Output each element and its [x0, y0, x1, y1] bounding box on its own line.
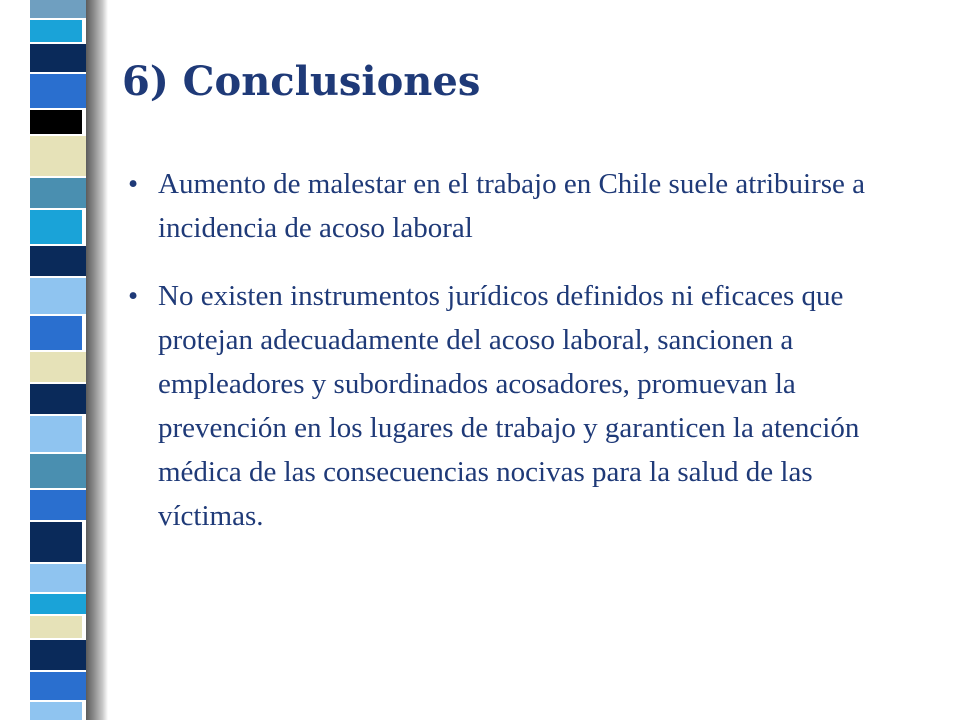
- bullet-marker: •: [128, 168, 139, 200]
- stripe-block: [30, 0, 86, 18]
- decorative-stripe: [0, 0, 110, 720]
- bullet-list: [122, 162, 922, 538]
- stripe-block: [30, 178, 86, 208]
- stripe-block: [30, 210, 82, 244]
- stripe-block: [30, 490, 86, 520]
- stripe-block: [30, 454, 86, 488]
- stripe-block: [30, 278, 86, 314]
- slide-title: 6) Conclusiones: [122, 58, 481, 105]
- stripe-block: [30, 384, 86, 414]
- bullet-item: [122, 162, 922, 250]
- stripe-block: [30, 564, 86, 592]
- stripe-block: [30, 594, 86, 614]
- stripe-blocks: [30, 0, 86, 720]
- stripe-block: [30, 416, 82, 452]
- stripe-block: [30, 352, 86, 382]
- stripe-block: [30, 702, 82, 720]
- stripe-block: [30, 640, 86, 670]
- stripe-block: [30, 136, 86, 176]
- stripe-block: [30, 246, 86, 276]
- stripe-shadow: [86, 0, 108, 720]
- bullet-item: [122, 274, 922, 538]
- stripe-block: [30, 316, 82, 350]
- bullet-text: Aumento de malestar en el trabajo en Chile suele atribuirse a incidencia de acoso laboral: [158, 168, 866, 244]
- stripe-block: [30, 44, 86, 72]
- stripe-block: [30, 20, 82, 42]
- bullet-marker: •: [128, 280, 139, 312]
- stripe-block: [30, 522, 82, 562]
- stripe-block: [30, 672, 86, 700]
- bullet-text: No existen instrumentos jurídicos definidos ni eficaces que protejan adecuadamente del acoso laboral, sancionen a empleadores y subordinados acosadores, promuevan la prevención en los lugares de trabajo y garanticen la atención médica de las consecuencias nocivas para la salud de las víctimas.: [158, 280, 860, 532]
- stripe-block: [30, 110, 82, 134]
- stripe-block: [30, 74, 86, 108]
- stripe-block: [30, 616, 82, 638]
